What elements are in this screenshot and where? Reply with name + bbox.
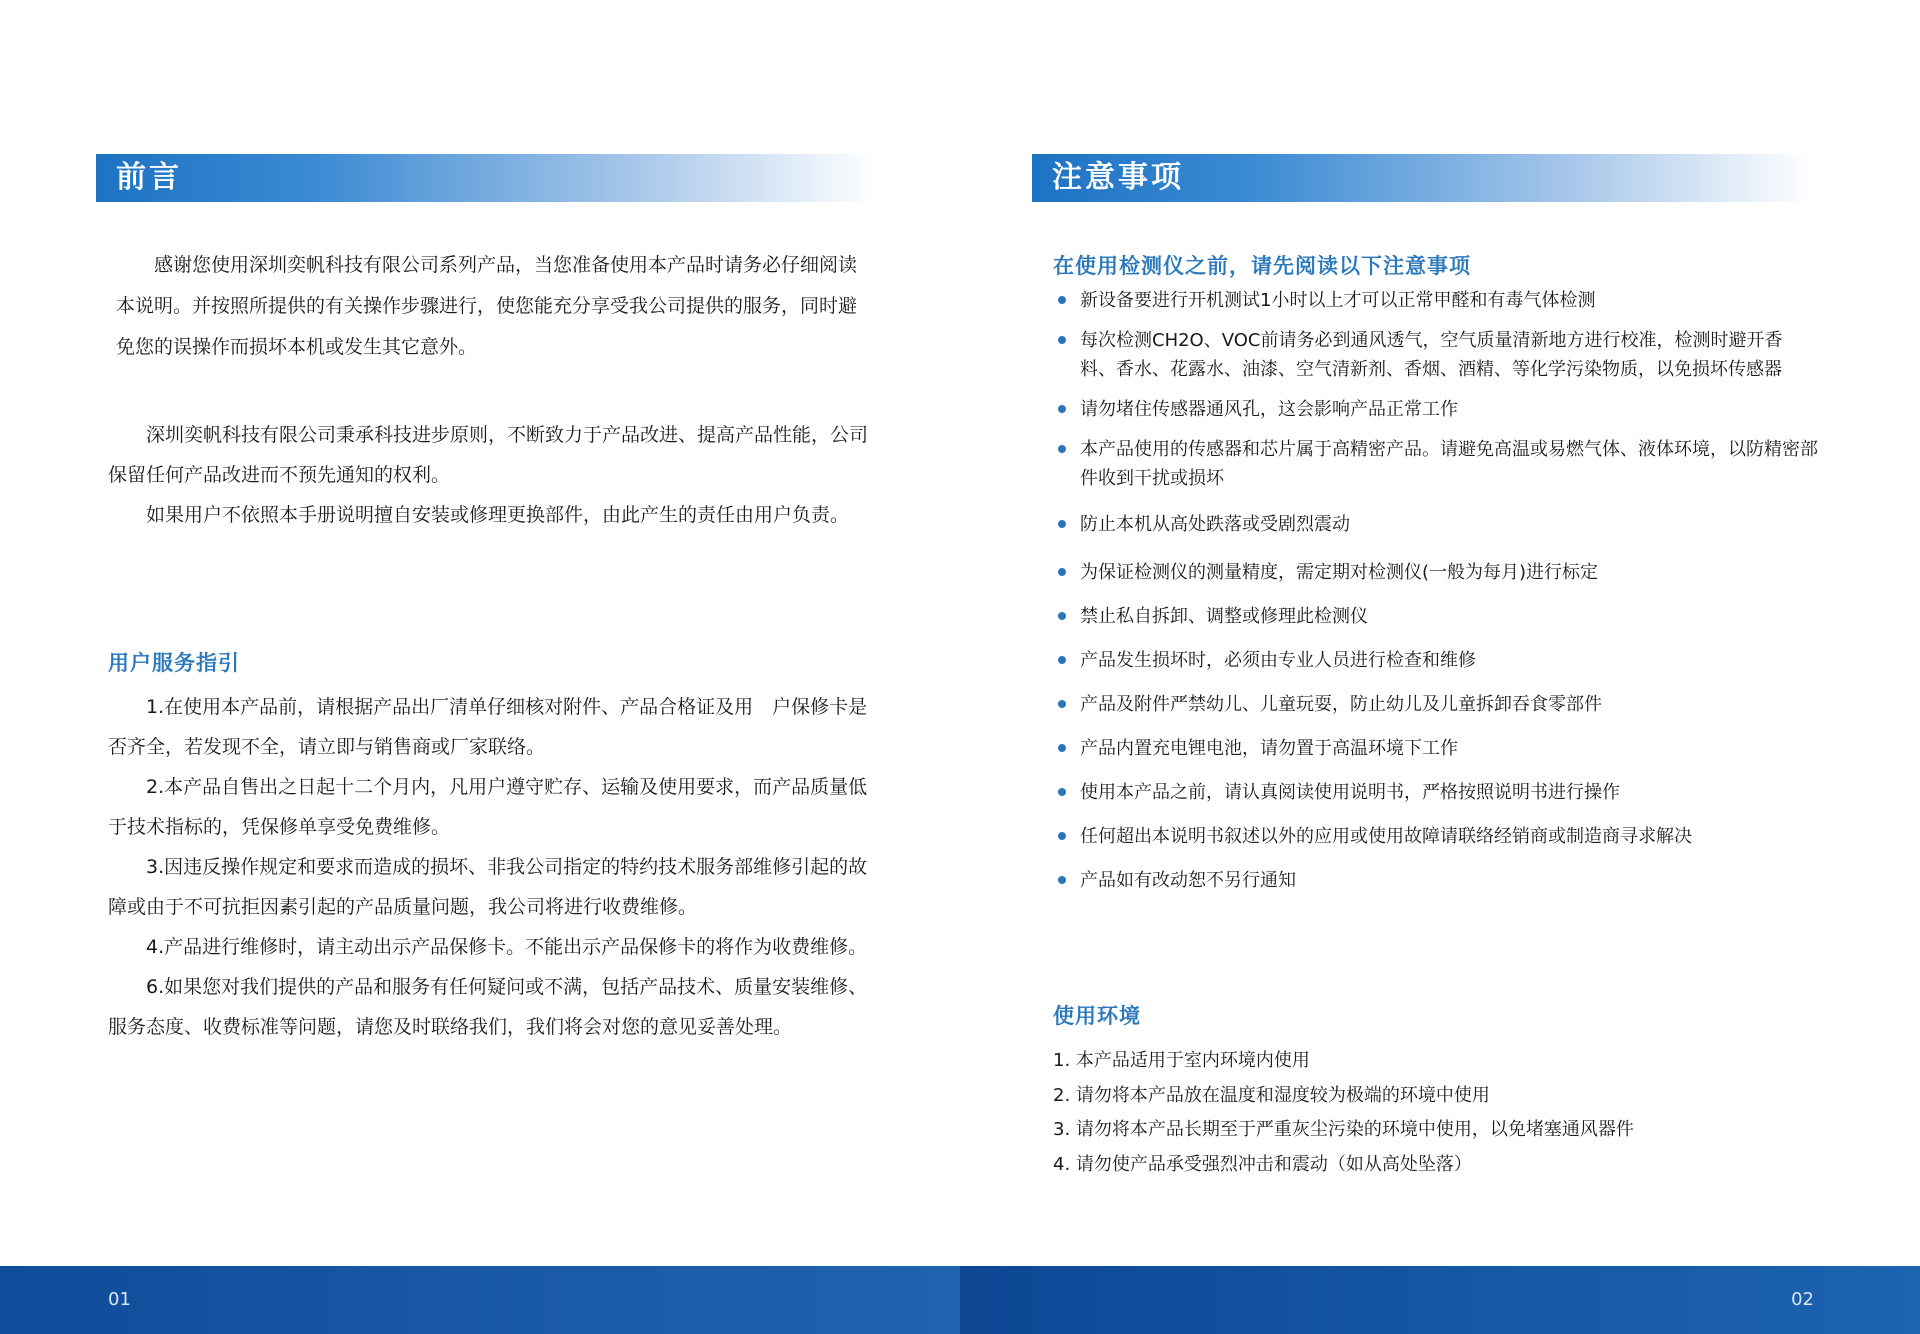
footer-left [0,1266,960,1334]
page-right [960,0,1920,1334]
bullet-dot-icon [1058,520,1066,528]
precaution-item: 请勿堵住传感器通风孔，这会影响产品正常工作 [1058,395,1818,424]
preface-body [108,415,868,535]
preface-title: 前言 [116,160,182,195]
bullet-dot-icon [1058,612,1066,620]
service-item: 1.在使用本产品前，请根据产品出厂清单仔细核对附件、产品合格证及用 户保修卡是否齐全，若发现不全，请立即与销售商或厂家联络。 [108,696,868,758]
bullet-dot-icon [1058,445,1066,453]
environment-item: 3. 请勿将本产品长期至于严重灰尘污染的环境中使用，以免堵塞通风器件 [1053,1119,1634,1140]
precaution-item: 每次检测CH2O、VOC前请务必到通风透气，空气质量清新地方进行校准，检测时避开香料、香水、花露水、油漆、空气清新剂、香烟、酒精、等化学污染物质，以免损坏传感器 [1058,326,1818,384]
bullet-dot-icon [1058,336,1066,344]
bullet-dot-icon [1058,405,1066,413]
environment-item: 1. 本产品适用于室内环境内使用 [1053,1050,1310,1071]
bullet-dot-icon [1058,568,1066,576]
precaution-item: 本产品使用的传感器和芯片属于高精密产品。请避免高温或易燃气体、液体环境，以防精密部件收到干扰或损坏 [1058,435,1818,493]
intro-paragraph: 如果用户不依照本手册说明擅自安装或修理更换部件，由此产生的责任由用户负责。 [146,504,850,526]
service-list [108,687,868,1047]
precaution-item: 为保证检测仪的测量精度，需定期对检测仪(一般为每月)进行标定 [1058,558,1818,587]
environment-item: 2. 请勿将本产品放在温度和湿度较为极端的环境中使用 [1053,1084,1490,1106]
environment-item: 4. 请勿使产品承受强烈冲击和震动（如从高处坠落） [1053,1153,1472,1175]
intro-paragraph: 感谢您使用深圳奕帆科技有限公司系列产品，当您准备使用本产品时请务必仔细阅读本说明。并按照所提供的有关操作步骤进行，使您能充分享受我公司提供的服务，同时避免您的误操作而损坏本机或发生其它意外。 [116,254,858,358]
service-item: 2.本产品自售出之日起十二个月内，凡用户遵守贮存、运输及使用要求，而产品质量低于技术指标的，凭保修单享受免费维修。 [108,776,868,838]
bullet-dot-icon [1058,656,1066,664]
preface-intro [116,245,868,368]
environment-heading: 使用环境 [1053,1004,1141,1028]
bullet-dot-icon [1058,788,1066,796]
service-item: 6.如果您对我们提供的产品和服务有任何疑问或不满，包括产品技术、质量安装维修、服务态度、收费标准等问题，请您及时联络我们，我们将会对您的意见妥善处理。 [108,976,868,1038]
footer-band [0,1266,1920,1334]
page-number-left: 01 [108,1289,131,1310]
bullet-dot-icon [1058,744,1066,752]
environment-list [1053,1044,1813,1182]
service-heading: 用户服务指引 [108,651,240,675]
bullet-dot-icon [1058,876,1066,884]
footer-right [960,1266,1920,1334]
page-number-right: 02 [1791,1289,1814,1310]
precautions-title: 注意事项 [1052,160,1184,195]
precautions-header-bar [1032,154,1812,202]
precaution-item: 禁止私自拆卸、调整或修理此检测仪 [1058,602,1818,631]
service-item: 4.产品进行维修时，请主动出示产品保修卡。不能出示产品保修卡的将作为收费维修。 [146,936,868,958]
precaution-item: 产品如有改动恕不另行通知 [1058,866,1818,895]
bullet-dot-icon [1058,832,1066,840]
bullet-dot-icon [1058,700,1066,708]
intro-paragraph: 深圳奕帆科技有限公司秉承科技进步原则，不断致力于产品改进、提高产品性能，公司保留任何产品改进而不预先通知的权利。 [108,424,869,486]
preface-header-bar [96,154,876,202]
precaution-item: 产品及附件严禁幼儿、儿童玩耍，防止幼儿及儿童拆卸吞食零部件 [1058,690,1818,719]
precaution-list [1058,286,1818,895]
precaution-item: 任何超出本说明书叙述以外的应用或使用故障请联络经销商或制造商寻求解决 [1058,822,1818,851]
precaution-item: 产品内置充电锂电池，请勿置于高温环境下工作 [1058,734,1818,763]
precaution-item: 新设备要进行开机测试1小时以上才可以正常甲醛和有毒气体检测 [1058,286,1818,315]
precaution-item: 产品发生损坏时，必须由专业人员进行检查和维修 [1058,646,1818,675]
precaution-item: 使用本产品之前，请认真阅读使用说明书，严格按照说明书进行操作 [1058,778,1818,807]
service-item: 3.因违反操作规定和要求而造成的损坏、非我公司指定的特约技术服务部维修引起的故障或由于不可抗拒因素引起的产品质量问题，我公司将进行收费维修。 [108,856,868,918]
precaution-item: 防止本机从高处跌落或受剧烈震动 [1058,510,1818,539]
precaution-heading: 在使用检测仪之前，请先阅读以下注意事项 [1053,254,1471,278]
bullet-dot-icon [1058,296,1066,304]
